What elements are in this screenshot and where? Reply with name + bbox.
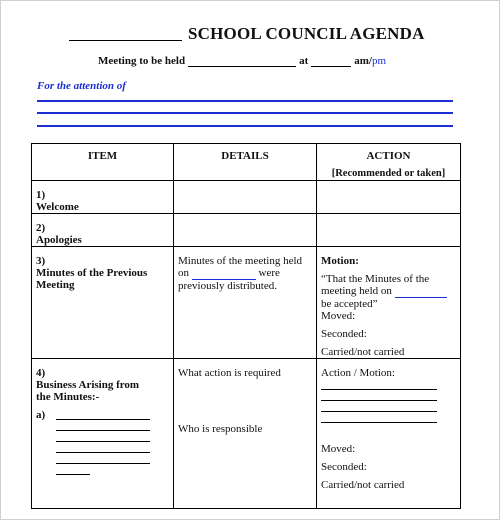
details-cell-minutes: Minutes of the meeting held on were previously distributed.: [174, 247, 317, 359]
action-line-1[interactable]: [321, 389, 437, 390]
attention-line-1[interactable]: [37, 100, 453, 102]
business-line-6[interactable]: [56, 474, 90, 475]
table-header-row: [32, 144, 461, 181]
meeting-time-field[interactable]: [311, 57, 351, 67]
action-cell-welcome[interactable]: [317, 181, 461, 214]
action-cell-apologies[interactable]: [317, 214, 461, 247]
page-title: SCHOOL COUNCIL AGENDA: [188, 24, 425, 43]
business-line-2[interactable]: [56, 430, 150, 431]
details-cell-welcome[interactable]: [174, 181, 317, 214]
meeting-label: Meeting to be held: [98, 55, 186, 67]
details-cell-apologies[interactable]: [174, 214, 317, 247]
column-header-action-sub: [Recommended or taken]: [331, 168, 446, 179]
pm-label: pm: [371, 55, 387, 67]
meeting-details-line: [98, 55, 386, 67]
table-row: [32, 181, 461, 214]
business-line-1[interactable]: [56, 419, 150, 420]
action-cell-business: Action / Motion: Moved: Seconded: Carried/not carried: [317, 359, 461, 509]
table-row: [32, 247, 461, 359]
item-cell-welcome: 1)Welcome: [32, 181, 174, 214]
details-cell-business: What action is required Who is responsible: [174, 359, 317, 509]
attention-line-3[interactable]: [37, 125, 453, 127]
attention-label: For the attention of: [37, 80, 126, 92]
column-header-details: DETAILS: [174, 144, 317, 181]
item-cell-minutes: 3)Minutes of the Previous Meeting: [32, 247, 174, 359]
attention-line-2[interactable]: [37, 112, 453, 114]
meeting-date-field[interactable]: [188, 57, 296, 67]
item-cell-business: 4)Business Arising from the Minutes:- a): [32, 359, 174, 509]
table-row: [32, 214, 461, 247]
column-header-item: ITEM: [32, 144, 174, 181]
am-label: am/: [354, 55, 372, 67]
table-row: [32, 359, 461, 509]
action-cell-minutes: Motion: “That the Minutes of the meeting held on be accepted” Moved: Seconded: Carried/not carried: [317, 247, 461, 359]
action-line-3[interactable]: [321, 411, 437, 412]
agenda-table: [31, 143, 461, 509]
business-line-5[interactable]: [56, 463, 150, 464]
action-line-2[interactable]: [321, 400, 437, 401]
column-header-action: ACTION [Recommended or taken]: [317, 144, 461, 181]
business-line-3[interactable]: [56, 441, 150, 442]
minutes-date-field[interactable]: [192, 267, 256, 280]
motion-date-field[interactable]: [395, 285, 447, 298]
title-blank-line[interactable]: [69, 40, 182, 41]
item-cell-apologies: 2)Apologies: [32, 214, 174, 247]
at-label: at: [299, 55, 309, 67]
business-line-4[interactable]: [56, 452, 150, 453]
